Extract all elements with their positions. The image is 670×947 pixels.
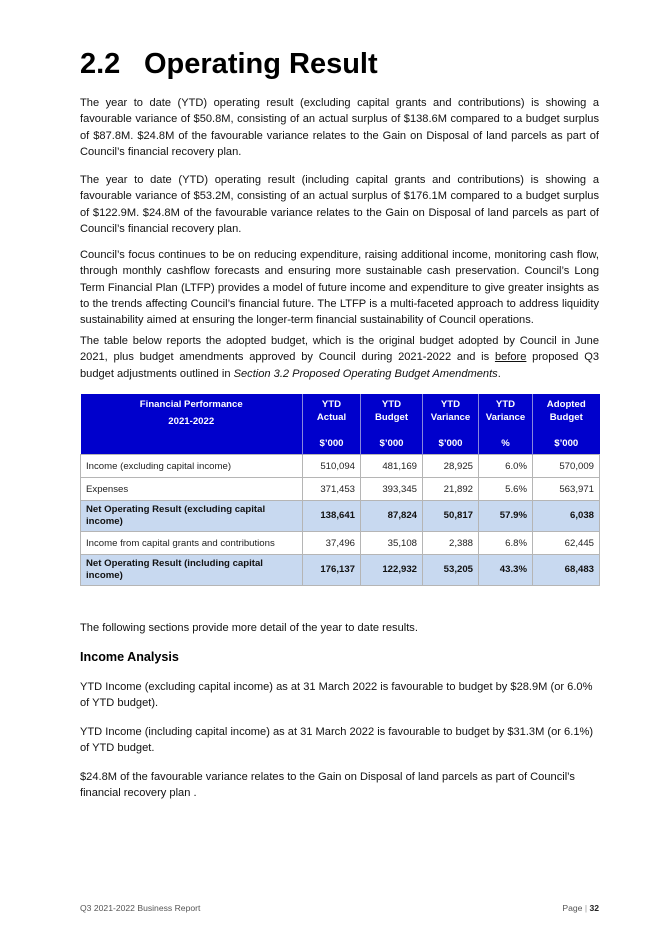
table-row bbox=[81, 532, 600, 555]
section-number: 2.2 bbox=[80, 48, 121, 80]
cell-ytd-variance-pct: 57.9% bbox=[479, 501, 533, 532]
header-ytd-variance-pct: YTD Variance bbox=[479, 394, 533, 434]
table-header-row bbox=[81, 394, 600, 434]
cell-ytd-budget: 122,932 bbox=[361, 555, 423, 586]
cell-ytd-variance-pct: 5.6% bbox=[479, 478, 533, 501]
cell-ytd-budget: 481,169 bbox=[361, 455, 423, 478]
header-adopted-budget: Adopted Budget bbox=[533, 394, 600, 434]
cell-adopted-budget: 62,445 bbox=[533, 532, 600, 555]
income-paragraph-excl: YTD Income (excluding capital income) as at 31 March 2022 is favourable to budget by $28.9M (or 6.0% of YTD budget). bbox=[80, 681, 593, 710]
cell-ytd-actual: 37,496 bbox=[303, 532, 361, 555]
footer-page-value: 32 bbox=[589, 903, 599, 913]
footer-separator: | bbox=[584, 903, 588, 913]
cell-ytd-variance-pct: 43.3% bbox=[479, 555, 533, 586]
unit-ytd-variance-pct: % bbox=[479, 434, 533, 455]
cell-ytd-actual: 176,137 bbox=[303, 555, 361, 586]
section-reference: Section 3.2 Proposed Operating Budget Amendments bbox=[233, 367, 498, 380]
paragraph-council-focus: Council’s focus continues to be on reducing expenditure, raising additional income, monitoring cash flow, through monthly cashflow forecasts and ensuring more sustainable cash preservation. Council’s Long Term Financial Plan (LTFP) provides a model of future income and expenditure to give greater insights as to the trends affecting Council’s financial future. The LTFP is a multi-faceted approach to address liquidity sustainability aimed at ensuring the longer-term financial sustainability of Council operations. bbox=[80, 249, 599, 327]
footer-report-title: Q3 2021-2022 Business Report bbox=[80, 903, 201, 913]
paragraph-sections-intro: The following sections provide more detail of the year to date results. bbox=[80, 622, 418, 634]
financial-performance-table bbox=[80, 394, 600, 586]
header-ytd-actual: YTD Actual bbox=[303, 394, 361, 434]
table-row bbox=[81, 478, 600, 501]
unit-ytd-budget: $’000 bbox=[361, 434, 423, 455]
row-label: Net Operating Result (including capital income) bbox=[81, 555, 303, 586]
header-label-line2: 2021-2022 bbox=[168, 416, 215, 427]
income-paragraph-gain: $24.8M of the favourable variance relates to the Gain on Disposal of land parcels as part of Council’s financial recovery plan . bbox=[80, 771, 575, 800]
table-row-net-result-excl bbox=[81, 501, 600, 532]
unit-adopted-budget: $’000 bbox=[533, 434, 600, 455]
paragraph-excl-capital: The year to date (YTD) operating result (excluding capital grants and contributions) is showing a favourable variance of $50.8M, consisting of an actual surplus of $138.6M compared to a budget surplus of $87.8M. $24.8M of the favourable variance relates to the Gain on Disposal of land parcels as part of Council’s financial recovery plan. bbox=[80, 97, 599, 158]
table-intro-text-2: proposed Q3 budget adjustments outlined in bbox=[80, 351, 599, 380]
cell-ytd-actual: 510,094 bbox=[303, 455, 361, 478]
row-label: Income from capital grants and contributions bbox=[81, 532, 303, 555]
underlined-before: before bbox=[494, 351, 527, 364]
table-row bbox=[81, 455, 600, 478]
cell-adopted-budget: 6,038 bbox=[533, 501, 600, 532]
cell-ytd-variance-pct: 6.8% bbox=[479, 532, 533, 555]
paragraph-table-intro bbox=[80, 333, 599, 382]
cell-ytd-variance: 50,817 bbox=[423, 501, 479, 532]
header-ytd-variance: YTD Variance bbox=[423, 394, 479, 434]
section-title: Operating Result bbox=[144, 48, 378, 80]
table-row-net-result-incl bbox=[81, 555, 600, 586]
income-analysis-heading: Income Analysis bbox=[80, 650, 179, 664]
cell-ytd-variance-pct: 6.0% bbox=[479, 455, 533, 478]
unit-ytd-actual: $’000 bbox=[303, 434, 361, 455]
cell-adopted-budget: 68,483 bbox=[533, 555, 600, 586]
header-financial-performance bbox=[81, 394, 303, 455]
row-label: Expenses bbox=[81, 478, 303, 501]
cell-ytd-variance: 28,925 bbox=[423, 455, 479, 478]
cell-ytd-actual: 138,641 bbox=[303, 501, 361, 532]
table-intro-text: The table below reports the adopted budget, which is the original budget adopted by Council in June 2021, plus budget amendments approved by Council during 2021-2022 and is bbox=[80, 335, 599, 364]
row-label: Net Operating Result (excluding capital income) bbox=[81, 501, 303, 532]
row-label: Income (excluding capital income) bbox=[81, 455, 303, 478]
footer-page-number bbox=[562, 903, 599, 913]
cell-ytd-variance: 21,892 bbox=[423, 478, 479, 501]
cell-ytd-variance: 2,388 bbox=[423, 532, 479, 555]
footer-page-label: Page bbox=[562, 903, 583, 913]
table-intro-end: . bbox=[497, 367, 501, 380]
section-heading bbox=[80, 48, 378, 81]
unit-ytd-variance: $’000 bbox=[423, 434, 479, 455]
income-paragraph-incl: YTD Income (including capital income) as at 31 March 2022 is favourable to budget by $31.3M (or 6.1%) of YTD budget. bbox=[80, 726, 594, 755]
cell-ytd-budget: 393,345 bbox=[361, 478, 423, 501]
cell-ytd-budget: 35,108 bbox=[361, 532, 423, 555]
header-label-line1: Financial Performance bbox=[139, 399, 243, 410]
cell-ytd-budget: 87,824 bbox=[361, 501, 423, 532]
cell-ytd-variance: 53,205 bbox=[423, 555, 479, 586]
cell-adopted-budget: 563,971 bbox=[533, 478, 600, 501]
header-ytd-budget: YTD Budget bbox=[361, 394, 423, 434]
cell-adopted-budget: 570,009 bbox=[533, 455, 600, 478]
cell-ytd-actual: 371,453 bbox=[303, 478, 361, 501]
paragraph-incl-capital: The year to date (YTD) operating result (including capital grants and contributions) is showing a favourable variance of $53.2M, consisting of an actual surplus of $176.1M compared to a budget surplus of $122.9M. $24.8M of the favourable variance relates to the Gain on Disposal of land parcels as part of Council’s financial recovery plan. bbox=[80, 174, 599, 235]
